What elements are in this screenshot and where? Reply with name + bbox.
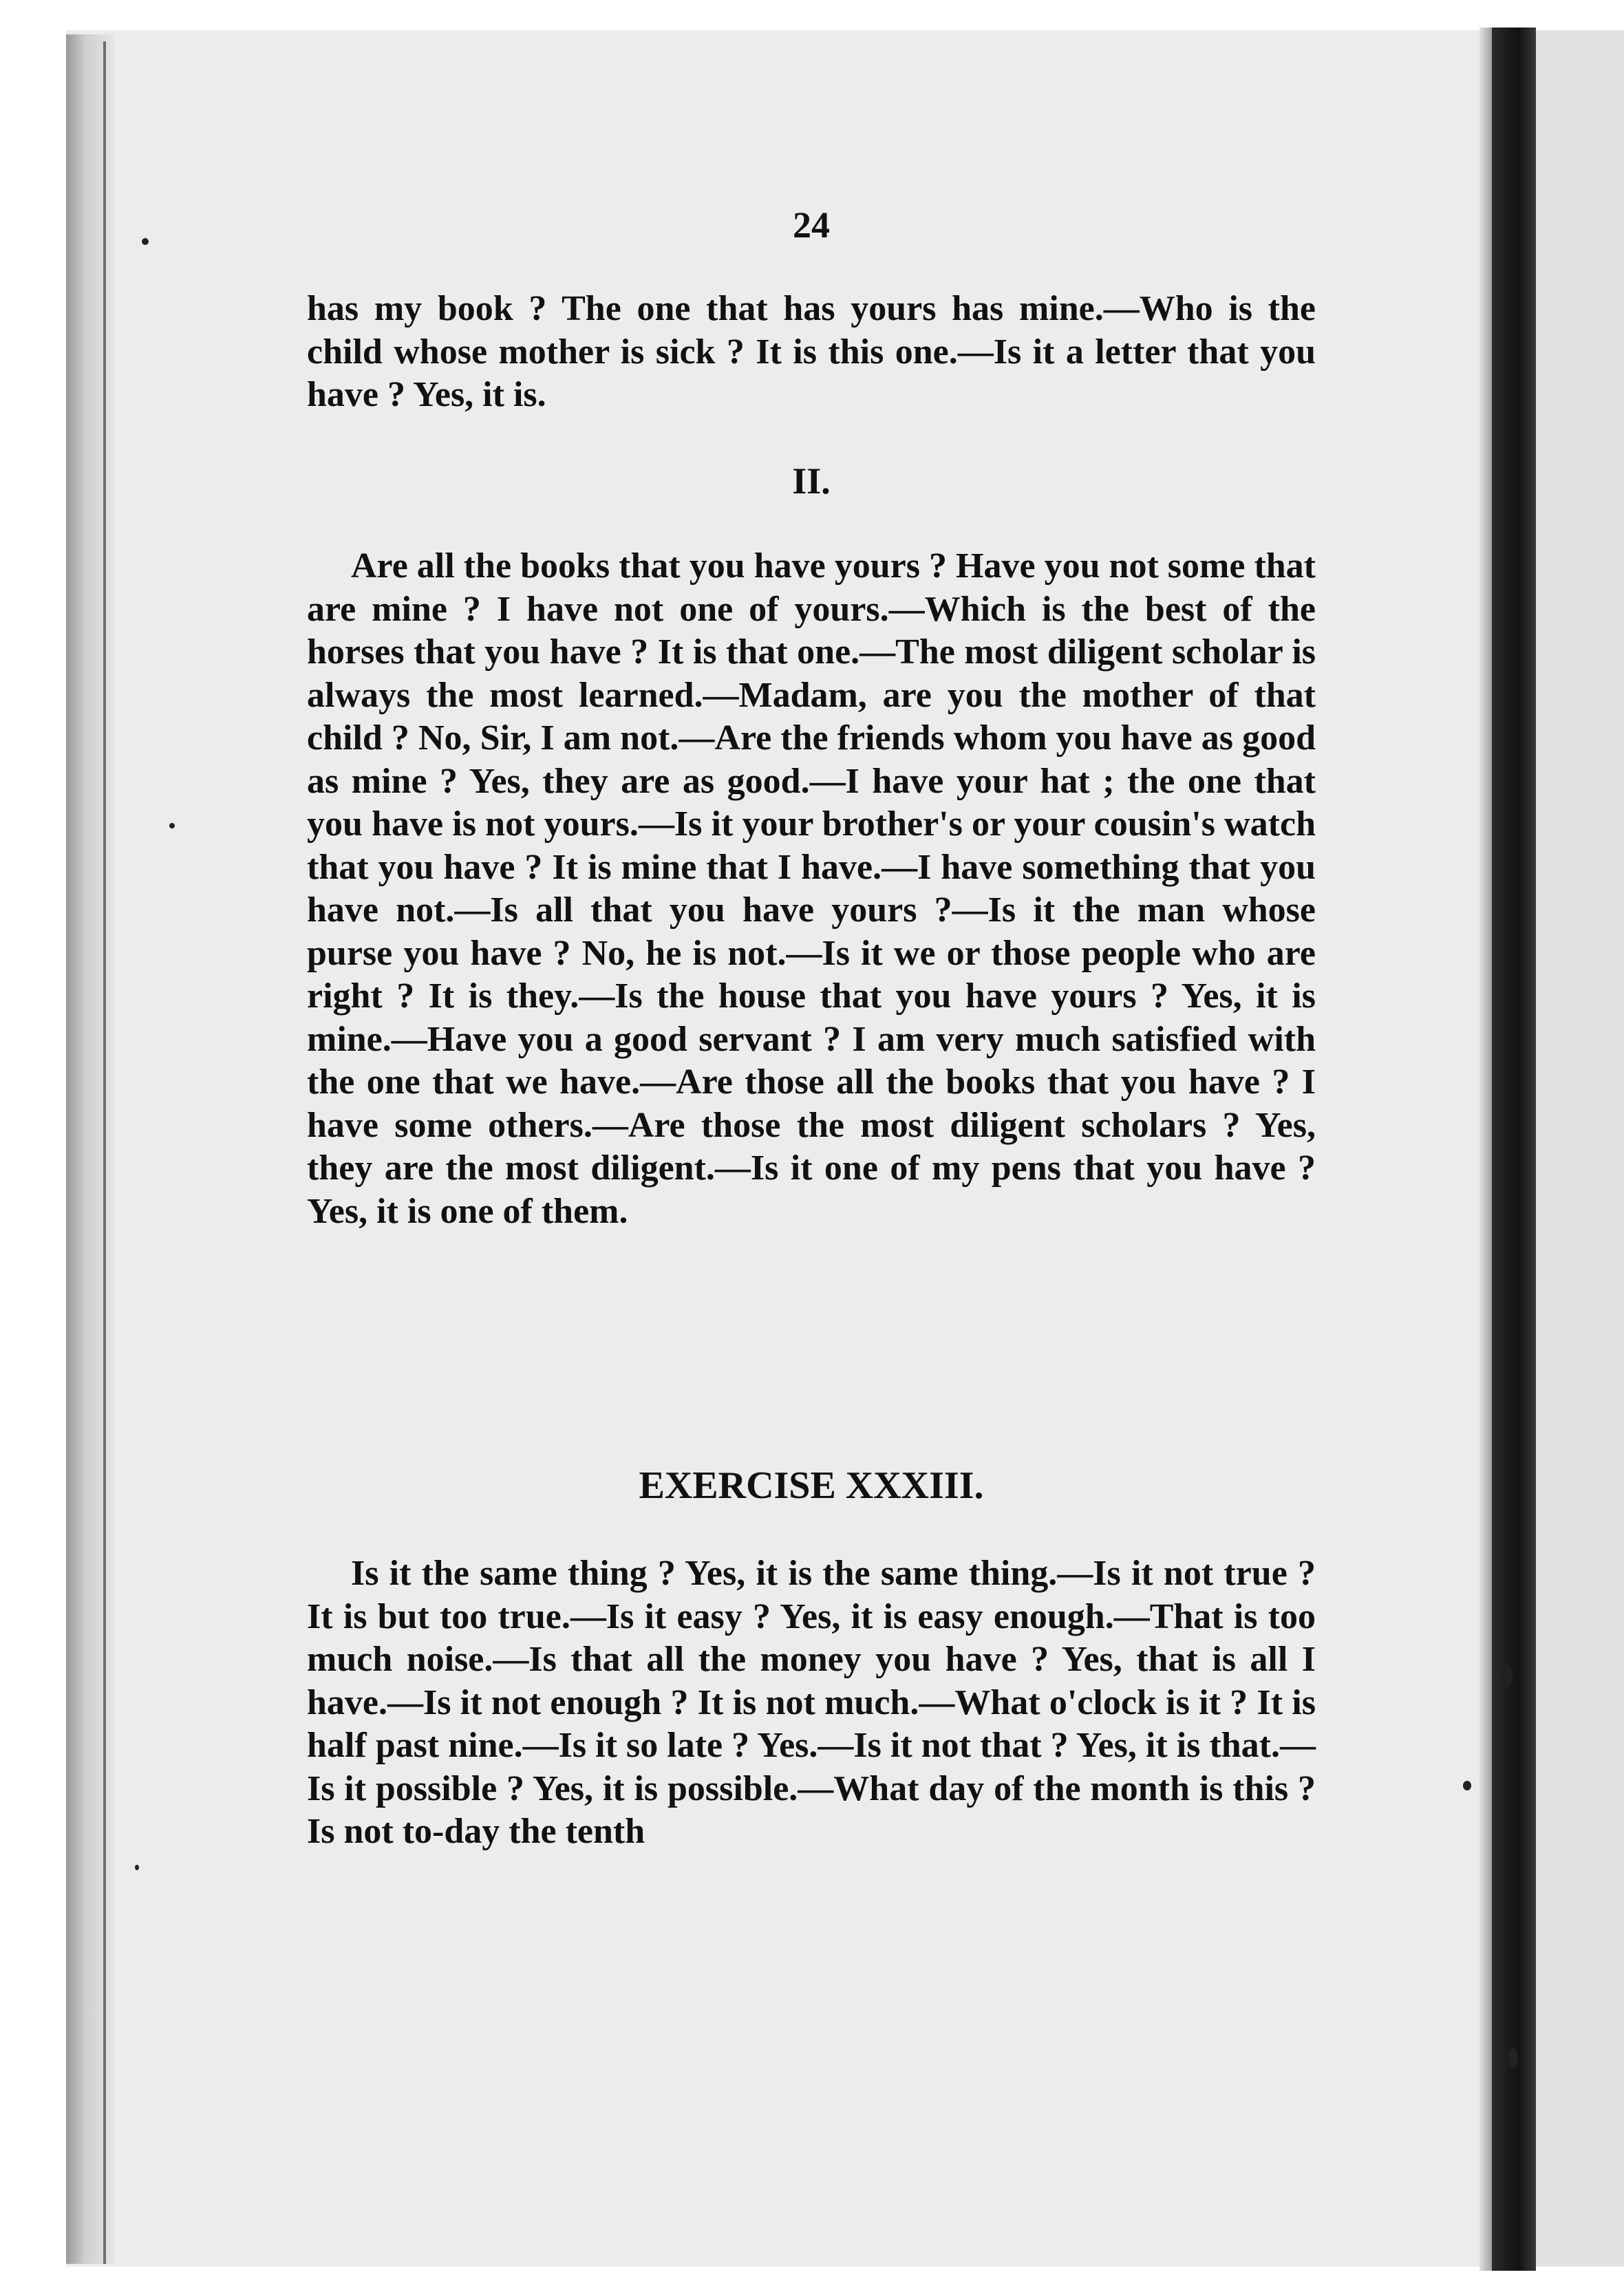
- paragraph: has my book ? The one that has yours has mine.—Who is the child whose mother is sick ? It is this one.—Is it a letter that you have ? Yes, it is.: [307, 289, 1316, 414]
- page-left-edge: [66, 34, 114, 2264]
- exercise-heading: EXERCISE XXXIII.: [639, 1464, 984, 1507]
- page-left-border-line: [103, 41, 106, 2264]
- ink-speck: [1508, 2048, 1518, 2068]
- section-heading: II.: [792, 460, 831, 502]
- ink-speck: [1463, 1781, 1471, 1790]
- paragraph: Are all the books that you have yours ? Have you not some that are mine ? I have not one of yours.—Which is the best of the horses that you have ? It is that one.—The most diligent scholar is always the most learned.—Madam, are you the mother of that child ? No, Sir, I am not.—Are the friends whom you have as good as mine ? Yes, they are as good.—I have your hat ; the one that you have is not yours.—Is it your brother's or your cousin's watch that you have ? It is mine that I have.—I have something that you have not.—Is all that you have yours ?—Is it the man whose purse you have ? No, he is not.—Is it we or those people who are right ? It is they.—Is the house that you have yours ? Yes, it is mine.—Have you a good servant ? I am very much satisfied with the one that we have.—Are those all the books that you have ? I have some others.—Are those the most diligent scholars ? Yes, they are the most diligent.—Is it one of my pens that you have ? Yes, it is one of them.: [307, 546, 1316, 1231]
- page-number: 24: [793, 204, 830, 246]
- ink-speck: [142, 238, 149, 245]
- ink-speck: [1504, 1667, 1513, 1684]
- ink-speck: [169, 823, 175, 828]
- spine-shadow: [1479, 28, 1493, 2271]
- ink-speck: [135, 1865, 139, 1870]
- paragraph: Is it the same thing ? Yes, it is the same thing.—Is it not true ? It is but too true.—Is it easy ? Yes, it is easy enough.—That is too much noise.—Is that all the money you have ? Yes, that is all I have.—Is it not enough ? It is not much.—What o'clock is it ? It is half past nine.—Is it so late ? Yes.—Is it not that ? Yes, it is that.—Is it possible ? Yes, it is possible.—What day of the month is this ? Is not to-day the tenth: [307, 1554, 1316, 1851]
- book-spine: [1492, 28, 1536, 2271]
- adjacent-page: [1536, 30, 1624, 2267]
